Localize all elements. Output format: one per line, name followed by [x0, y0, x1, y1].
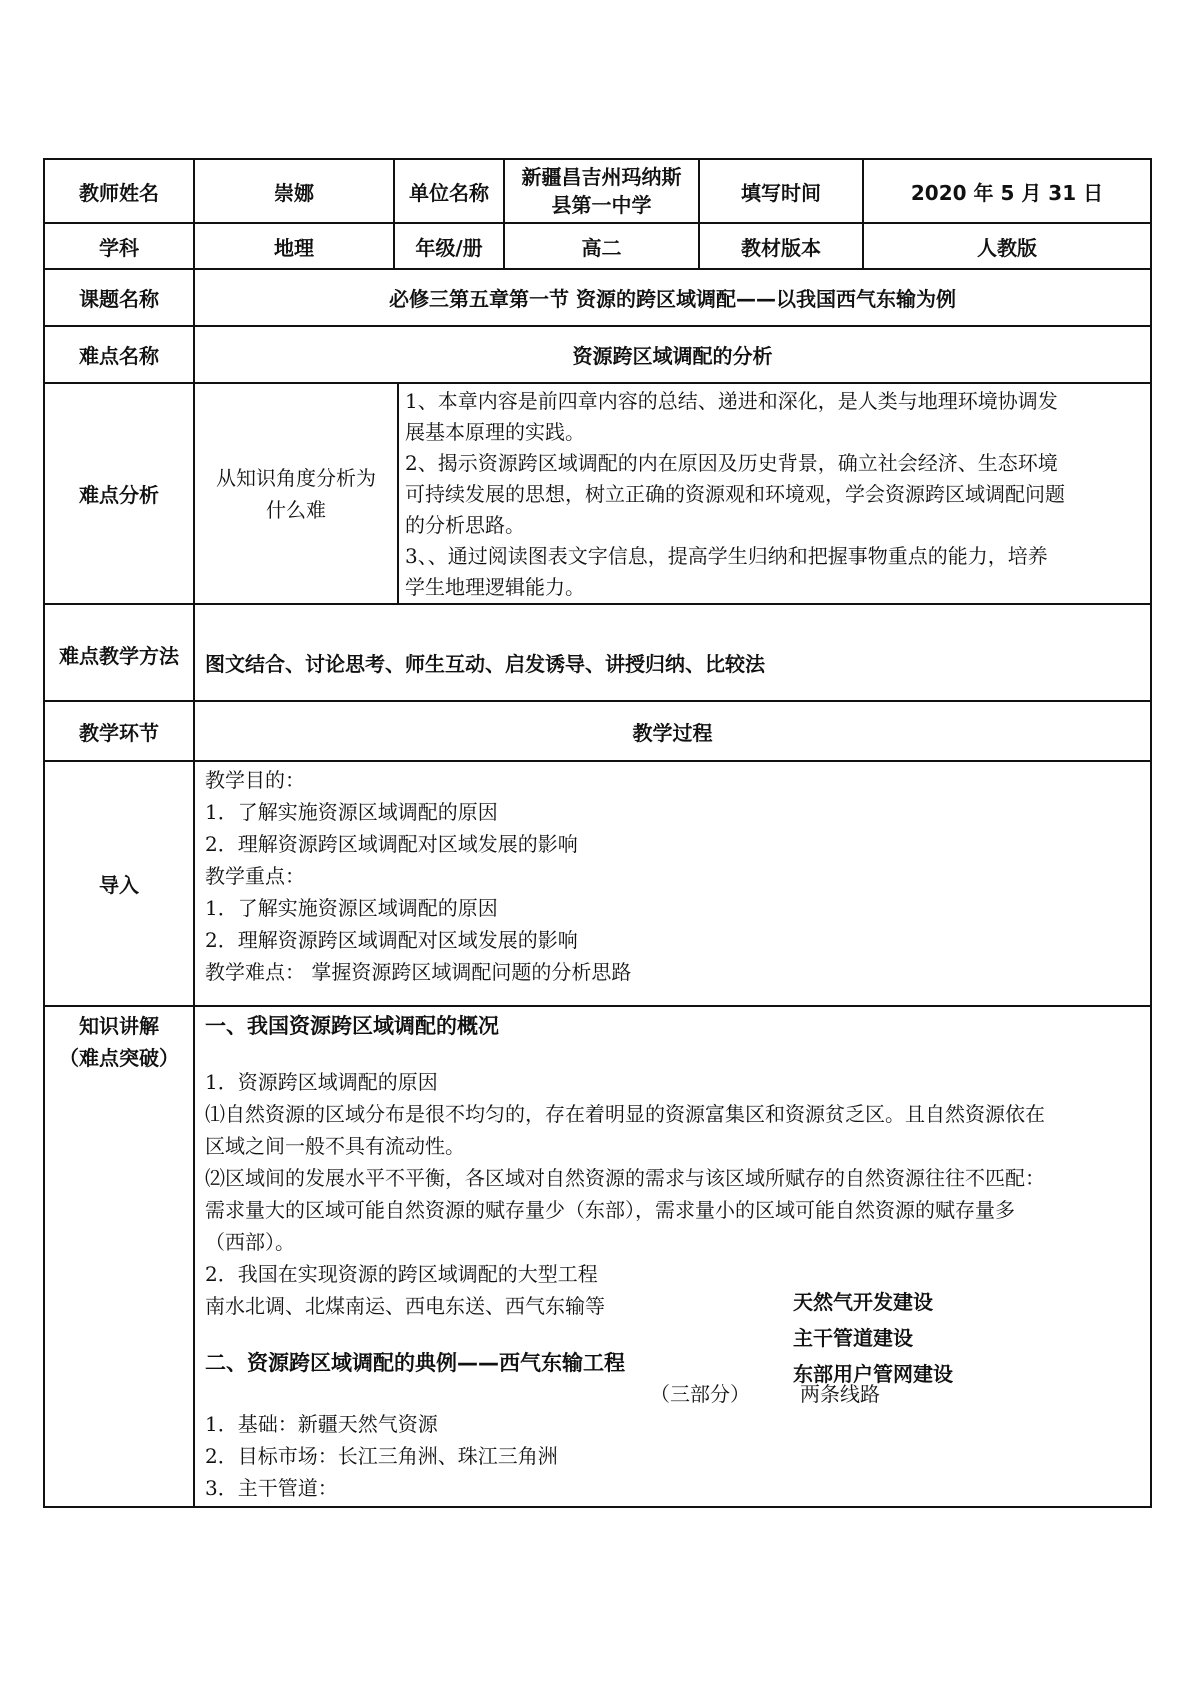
- knowledge-items: [205, 1408, 1145, 1506]
- side-note-3: 东部用户管网建设: [793, 1362, 953, 1386]
- topic-value: 必修三第五章第一节 资源的跨区域调配——以我国西气东输为例: [389, 287, 956, 311]
- unit-label: 单位名称: [409, 180, 489, 205]
- knowledge-line: ⑴自然资源的区域分布是很不均匀的，存在着明显的资源富集区和资源贫乏区。且自然资源依在: [205, 1102, 1045, 1126]
- knowledge-line: （西部）。: [205, 1230, 295, 1254]
- row-divider: [43, 603, 1151, 605]
- unit-value-line1: 新疆昌吉州玛纳斯: [521, 165, 682, 189]
- knowledge-heading-1: 一、我国资源跨区域调配的概况: [205, 1014, 499, 1038]
- side-note-1: 天然气开发建设: [793, 1290, 933, 1314]
- knowledge-line: ⑵区域间的发展水平不平衡，各区域对自然资源的需求与该区域所赋存的自然资源往往不匹配：: [205, 1166, 1045, 1190]
- knowledge-line: 区域之间一般不具有流动性。: [205, 1134, 465, 1158]
- topic-label: 课题名称: [79, 287, 159, 311]
- analysis-line: 1、本章内容是前四章内容的总结、递进和深化，是人类与地理环境协调发: [405, 389, 1058, 413]
- analysis-label: 难点分析: [79, 483, 159, 507]
- method-label: 难点教学方法: [59, 644, 179, 668]
- analysis-line: 的分析思路。: [405, 513, 525, 537]
- analysis-sub-label: [195, 384, 397, 603]
- knowledge-label-line1: 知识讲解: [79, 1014, 159, 1038]
- knowledge-label: [45, 1010, 193, 1070]
- method-value: 图文结合、讨论思考、师生互动、启发诱导、讲授归纳、比较法: [205, 652, 765, 676]
- table-border-right: [1150, 158, 1152, 1508]
- unit-value-line2: 县第一中学: [551, 193, 652, 217]
- unit-value: [505, 160, 698, 222]
- intro-label: 导入: [99, 873, 139, 897]
- edition-value: 人教版: [977, 235, 1037, 260]
- knowledge-line: 1．资源跨区域调配的原因: [205, 1070, 438, 1094]
- intro-line: 1．了解实施资源区域调配的原因: [205, 800, 498, 824]
- difficulty-value: 资源跨区域调配的分析: [572, 344, 773, 368]
- analysis-sub-label-line1: 从知识角度分析为: [216, 465, 376, 490]
- date-value: 2020 年 5 月 31 日: [910, 180, 1104, 205]
- row-divider: [43, 1005, 1151, 1007]
- knowledge-item: 3．主干管道：: [205, 1476, 338, 1500]
- intro-text: [205, 764, 1145, 1004]
- edition-label: 教材版本: [741, 235, 821, 260]
- knowledge-line: 2．我国在实现资源的跨区域调配的大型工程: [205, 1262, 598, 1286]
- knowledge-line: 需求量大的区域可能自然资源的赋存量少（东部），需求量小的区域可能自然资源的赋存量多: [205, 1198, 1015, 1222]
- lines-note: 两条线路: [800, 1382, 880, 1406]
- teacher-value: 崇娜: [274, 180, 314, 205]
- column-divider: [397, 382, 399, 603]
- analysis-line: 2、揭示资源跨区域调配的内在原因及历史背景，确立社会经济、生态环境: [405, 451, 1058, 475]
- subject-value: 地理: [274, 235, 314, 260]
- row-divider: [43, 760, 1151, 762]
- grade-value: 高二: [581, 235, 622, 260]
- knowledge-line: 南水北调、北煤南运、西电东送、西气东输等: [205, 1294, 605, 1318]
- process-label: 教学环节: [79, 720, 159, 745]
- analysis-text: [405, 384, 1149, 603]
- analysis-sub-label-line2: 什么难: [266, 497, 326, 522]
- knowledge-item: 1．基础：新疆天然气资源: [205, 1412, 438, 1436]
- table-border-bottom: [43, 1506, 1151, 1508]
- intro-line: 教学重点：: [205, 864, 305, 888]
- grade-label: 年级/册: [415, 235, 483, 260]
- intro-line: 教学难点： 掌握资源跨区域调配问题的分析思路: [205, 960, 632, 984]
- date-label: 填写时间: [741, 180, 821, 205]
- subject-label: 学科: [99, 235, 139, 260]
- intro-line: 2．理解资源跨区域调配对区域发展的影响: [205, 832, 578, 856]
- analysis-line: 展基本原理的实践。: [405, 420, 585, 444]
- knowledge-label-line2: （难点突破）: [59, 1046, 179, 1070]
- intro-line: 教学目的：: [205, 768, 305, 792]
- process-value: 教学过程: [632, 720, 713, 745]
- analysis-line: 3、、通过阅读图表文字信息，提高学生归纳和把握事物重点的能力，培养: [405, 544, 1048, 568]
- intro-line: 1．了解实施资源区域调配的原因: [205, 896, 498, 920]
- difficulty-label: 难点名称: [79, 344, 159, 368]
- knowledge-heading-2: 二、资源跨区域调配的典例——西气东输工程: [205, 1351, 625, 1375]
- side-note-2: 主干管道建设: [793, 1326, 913, 1350]
- analysis-line: 学生地理逻辑能力。: [405, 575, 585, 599]
- parts-note: （三部分）: [650, 1382, 750, 1406]
- teacher-label: 教师姓名: [79, 180, 159, 205]
- analysis-line: 可持续发展的思想，树立正确的资源观和环境观，学会资源跨区域调配问题: [405, 482, 1065, 506]
- knowledge-item: 2．目标市场：长江三角洲、珠江三角洲: [205, 1444, 558, 1468]
- intro-line: 2．理解资源跨区域调配对区域发展的影响: [205, 928, 578, 952]
